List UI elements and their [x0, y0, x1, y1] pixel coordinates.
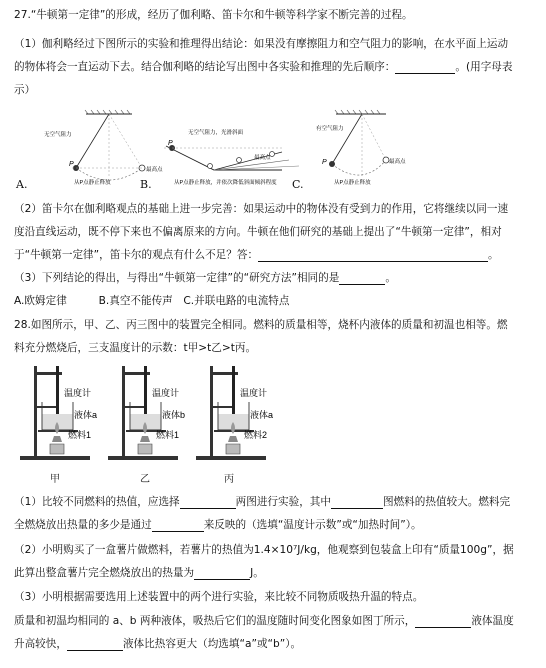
fig-bing-liquid: 液体a: [250, 410, 274, 420]
fig-jia-thermometer: 温度计: [64, 388, 92, 398]
fig-c-p-label: P: [322, 159, 327, 166]
fig-b-p-label: P: [168, 140, 173, 147]
fig-b-release-label: 从P点静止释放，并依次降低斜面倾斜程度: [174, 180, 277, 186]
q27-p2-answer-blank[interactable]: [258, 250, 488, 262]
q28-p3-blank-2[interactable]: [67, 639, 123, 651]
q28-p3-text-a: 质量和初温均相同的 a、b 两种液体，吸热后它们的温度随时间变化图象如图丁所示，: [14, 615, 416, 627]
fig-b-option: B.: [140, 178, 152, 191]
caption-jia: 甲: [50, 474, 60, 485]
q28-p3-line2: [14, 614, 536, 628]
q28-p1-line2: [14, 518, 536, 532]
q27-p3-text: （3）下列结论的得出，与得出“牛顿第一定律”的“研究方法”相同的是: [14, 272, 340, 284]
q27-p1-text-b: 。(用字母表: [455, 61, 513, 73]
q28-p2-text: 此算出整盒薯片完全燃烧放出的热量为: [14, 567, 195, 579]
q27-p2-line2: 度沿直线运动，既不停下来也不偏离原来的方向。牛顿在他们研究的基础上提出了“牛顿第一定律”，相对: [14, 226, 502, 238]
q28-p3-line1: （3）小明根据需要选用上述装置中的两个进行实验，来比较不同物质吸热升温的特点。: [14, 591, 424, 603]
q28-p3-text-c: 升高较快，: [14, 638, 67, 650]
q28-p2-line1: （2）小明购买了一盒薯片做燃料，若薯片的热值为1.4×10⁷J/kg，他观察到包装盒上印有“质量100g”，据: [14, 544, 514, 556]
q28-p1-text-e: 来反映的（选填“温度计示数”或“加热时间”）。: [203, 519, 422, 531]
q28-p3-blank-1[interactable]: [415, 616, 471, 628]
caption-bing: 丙: [224, 474, 234, 485]
q27-intro: 27.“牛顿第一定律”的形成，经历了伽利略、笛卡尔和牛顿等科学家不断完善的过程。: [14, 9, 413, 21]
q27-p1-line3: 示）: [14, 84, 36, 96]
figure-c: [316, 110, 406, 186]
fig-c-release-label: 从P点静止释放: [334, 180, 371, 186]
q28-intro-line1: 28.如图所示，甲、乙、丙三图中的装置完全相同。燃料的质量相等，烧杯内液体的质量和初温也相等。燃: [14, 319, 508, 331]
q28-p1-blank-1[interactable]: [180, 497, 236, 509]
q27-p2-line1: （2）笛卡尔在伽利略观点的基础上进一步完善：如果运动中的物体没有受到力的作用，它将继续以同一速: [14, 203, 509, 215]
q28-p1-text-c: 图燃料的热值较大。燃料完: [383, 496, 511, 508]
figure-a: [44, 110, 163, 186]
fig-c-air-label: 有空气阻力: [316, 126, 344, 132]
fig-yi-liquid: 液体b: [162, 410, 186, 420]
q28-p1-blank-2[interactable]: [331, 497, 383, 509]
q28-p1-text-b: 两图进行实验，其中: [235, 496, 331, 508]
q28-p3-line3: [14, 637, 536, 651]
heating-apparatus-figures: [18, 362, 278, 462]
q27-p3-line1: [14, 271, 536, 285]
q27-p1-text: 的物体将会一直运动下去。结合伽利略的结论写出图中各实验和推理的先后顺序：: [14, 61, 396, 73]
fig-bing-thermometer: 温度计: [240, 388, 268, 398]
q28-p1-text-d: 全燃烧放出热量的多少是通过: [14, 519, 152, 531]
fig-bing-fuel: 燃料2: [244, 430, 268, 440]
q27-p1-line2: [14, 60, 536, 74]
fig-a-top-label: 最高点: [146, 167, 163, 173]
q28-p2-text-b: J。: [250, 567, 264, 579]
fig-a-option: A.: [16, 178, 28, 191]
fig-c-top-label: 最高点: [389, 159, 406, 165]
fig-a-p-label: P: [69, 161, 74, 168]
q27-p1-answer-blank[interactable]: [395, 62, 455, 74]
q28-p1-line1: [14, 495, 536, 509]
q27-p2-text-b: 。: [488, 249, 499, 261]
q27-p2-line3: [14, 248, 536, 262]
fig-a-air-label: 无空气阻力: [44, 132, 72, 138]
q28-p3-text-d: 液体比热容更大（均选填“a”或“b”）。: [122, 638, 302, 650]
fig-b-note: 无空气阻力，光滑斜面: [188, 130, 244, 136]
fig-b-top-label: 最高点: [254, 155, 271, 161]
fig-yi-thermometer: 温度计: [152, 388, 180, 398]
fig-a-release-label: 从P点静止释放: [74, 180, 111, 186]
fig-c-option: C.: [292, 178, 304, 191]
caption-yi: 乙: [140, 474, 150, 485]
q28-p1-text-a: （1）比较不同燃料的热值，应选择: [14, 496, 180, 508]
q28-p1-blank-3[interactable]: [152, 520, 204, 532]
q27-p3-answer-blank[interactable]: [339, 273, 385, 285]
fig-yi-fuel: 燃料1: [156, 430, 180, 440]
q27-p1-line1: （1）伽利略经过下图所示的实验和推理得出结论：如果没有摩擦阻力和空气阻力的影响，在水平面上运动: [14, 38, 509, 50]
q28-p2-blank[interactable]: [194, 568, 250, 580]
figure-b: [164, 128, 299, 186]
q27-p3-text-b: 。: [385, 272, 396, 284]
galileo-pendulum-figures: [14, 108, 534, 196]
q28-intro-line2: 料充分燃烧后，三支温度计的示数：t甲>t乙>t丙。: [14, 342, 257, 354]
fig-jia-fuel: 燃料1: [68, 430, 92, 440]
q28-p2-line2: [14, 566, 536, 580]
fig-jia-liquid: 液体a: [74, 410, 98, 420]
q28-p3-text-b: 液体温度: [471, 615, 514, 627]
q27-p2-text: 于“牛顿第一定律”，笛卡尔的观点有什么不足？答：: [14, 249, 259, 261]
q27-options: A.欧姆定律 B.真空不能传声 C.并联电路的电流特点: [14, 295, 290, 307]
